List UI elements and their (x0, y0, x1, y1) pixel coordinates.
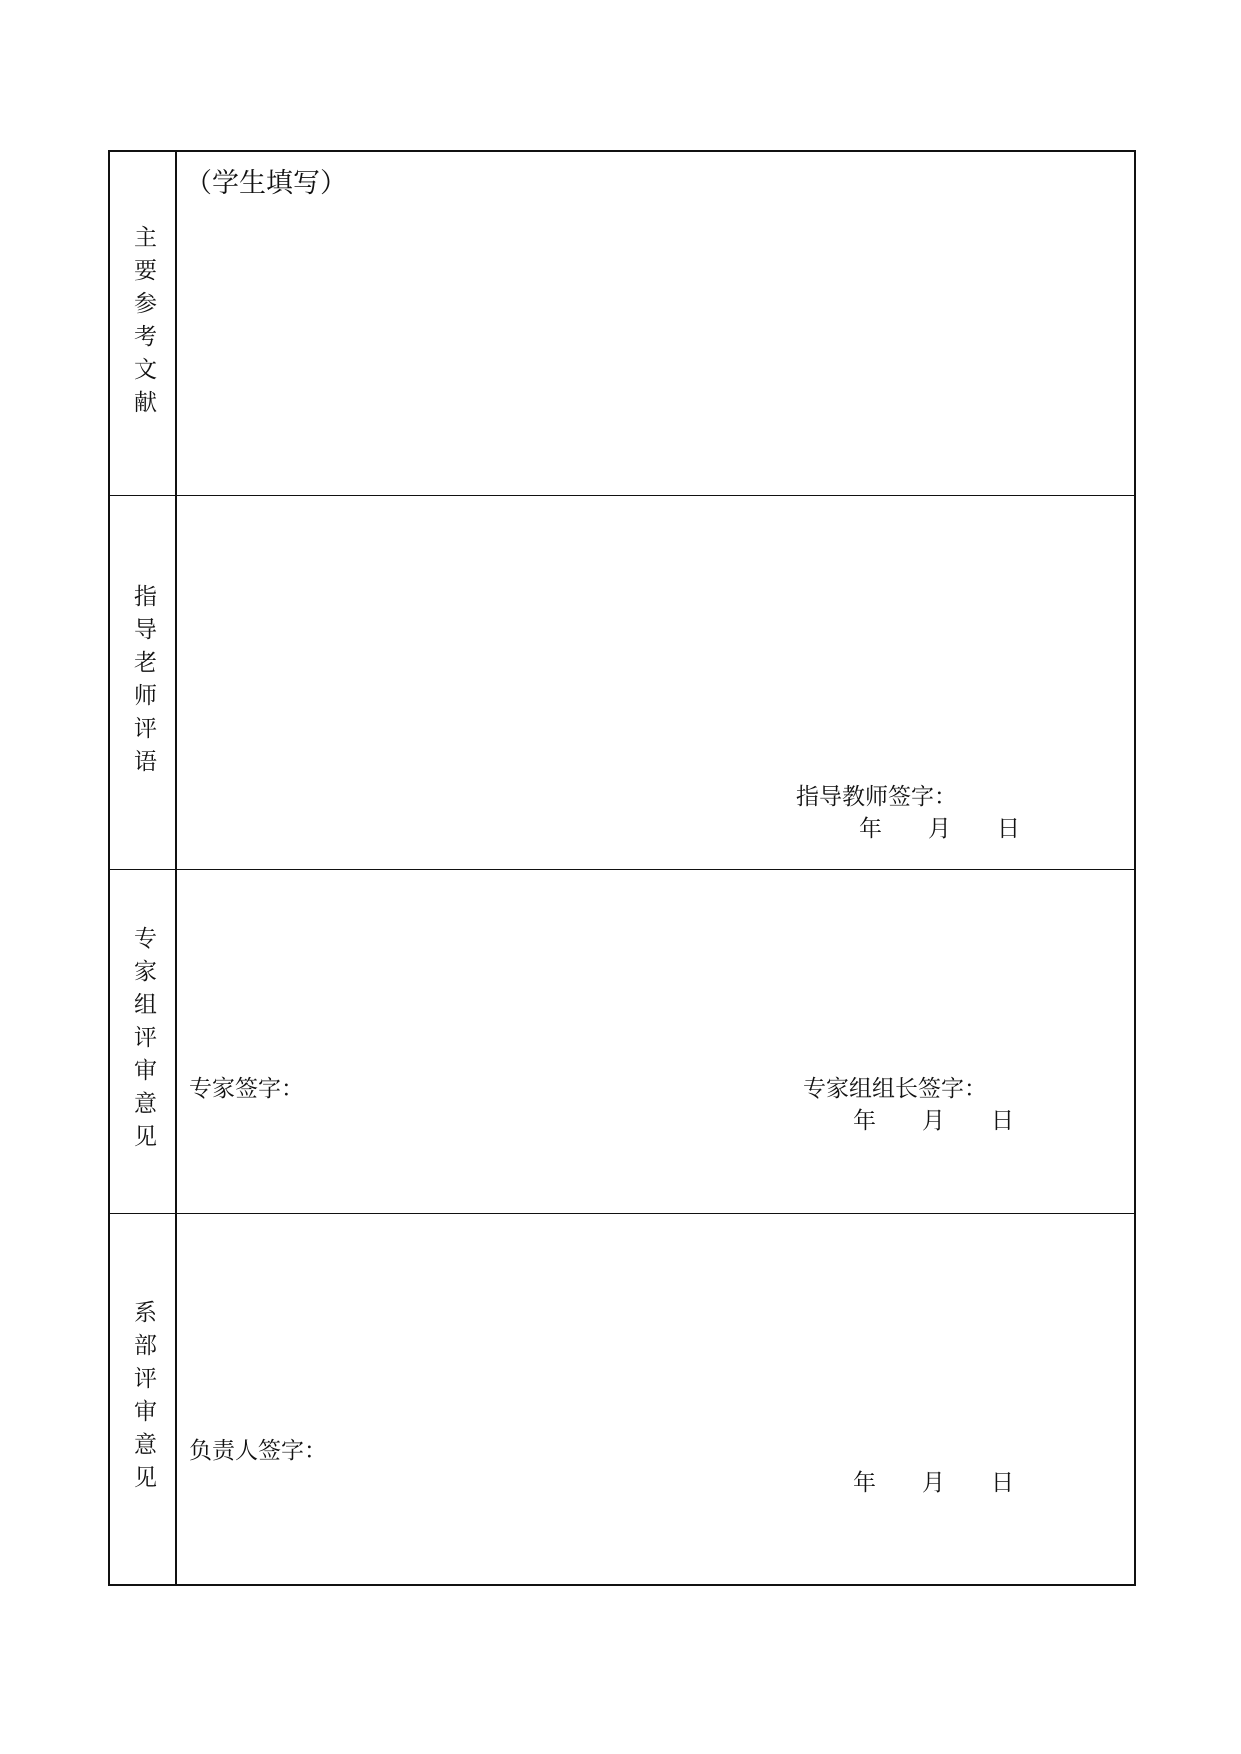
advisor-comments-label-cell (110, 496, 177, 869)
expert-signature-label: 专家签字： (189, 1076, 304, 1102)
department-review-label: 系部评审意见 (130, 1300, 156, 1498)
responsible-person-signature-label: 负责人签字： (189, 1438, 327, 1464)
student-fill-note: （学生填写） (185, 168, 347, 199)
advisor-signature-label: 指导教师签字： (796, 784, 957, 810)
advisor-comments-row (110, 496, 1134, 870)
department-review-content-cell[interactable] (177, 1214, 1134, 1584)
references-content-cell[interactable] (177, 152, 1134, 495)
panel-leader-signature-label: 专家组组长签字： (803, 1076, 987, 1102)
advisor-comments-label: 指导老师评语 (130, 583, 156, 782)
references-row (110, 152, 1134, 496)
references-label-cell (110, 152, 177, 495)
panel-leader-signature-date: 年 月 日 (853, 1108, 1014, 1134)
references-label: 主要参考文献 (130, 224, 156, 423)
review-form-table (108, 150, 1136, 1586)
expert-review-label-cell (110, 870, 177, 1213)
expert-review-content-cell[interactable] (177, 870, 1134, 1213)
expert-review-label: 专家组评审意见 (130, 926, 156, 1157)
expert-review-row (110, 870, 1134, 1214)
department-review-row (110, 1214, 1134, 1584)
advisor-signature-date: 年 月 日 (859, 816, 1020, 842)
advisor-comments-content-cell[interactable] (177, 496, 1134, 869)
department-review-label-cell (110, 1214, 177, 1584)
department-signature-date: 年 月 日 (853, 1470, 1014, 1496)
